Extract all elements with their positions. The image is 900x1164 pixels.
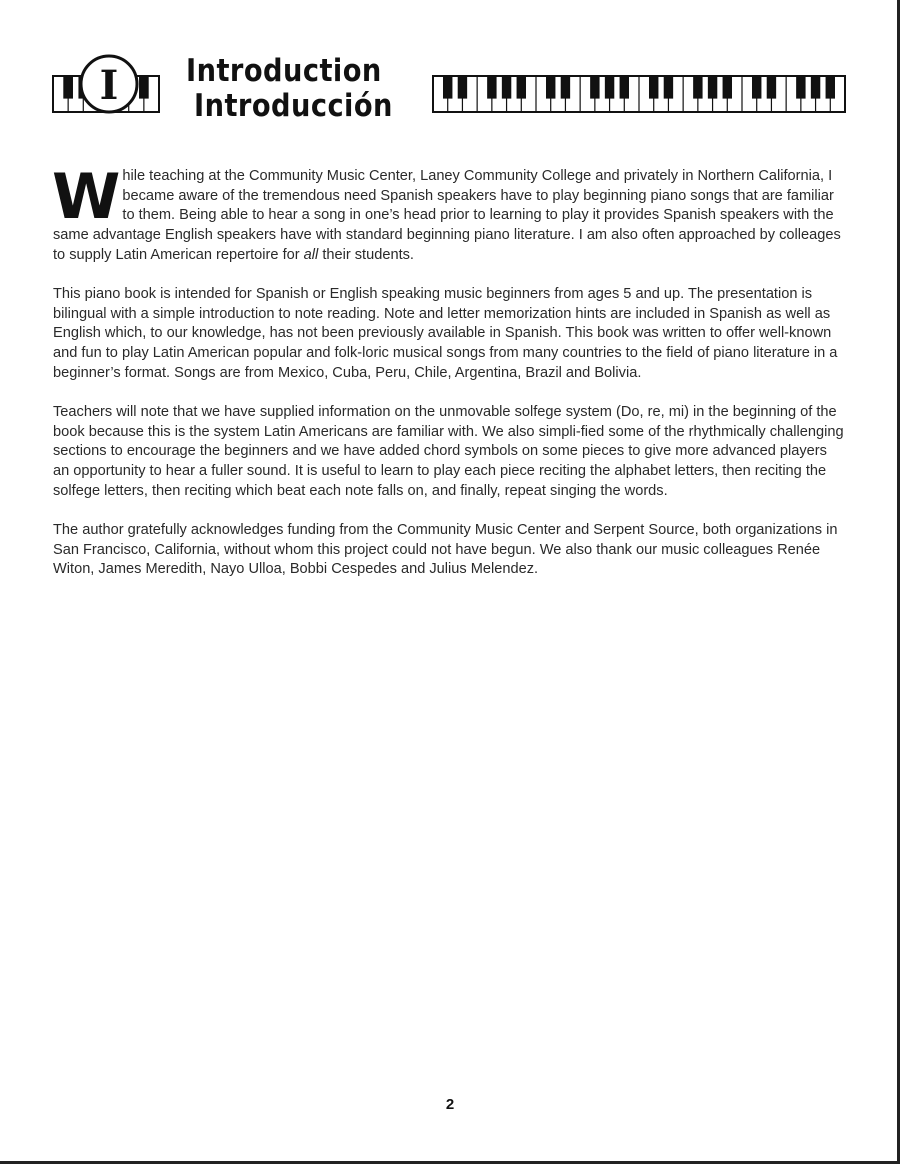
black-key <box>605 76 613 98</box>
emphasis-all: all <box>303 246 319 263</box>
chapter-numeral: I <box>99 62 119 109</box>
black-key <box>767 76 775 98</box>
page-number: 2 <box>445 1096 455 1113</box>
black-key <box>591 76 599 98</box>
keyboard-right-decoration <box>432 75 846 113</box>
page-title-english: Introduction <box>186 53 382 89</box>
paragraph-1-text: hile teaching at the Community Music Center, Laney Community College and privately in Northern California, I became aware of the tremendous need Spanish speakers have to play beginning piano songs that are familiar to them. Being able to hear a song in one’s head prior to learning to play it provides Spanish speakers with the same advantage English speakers have with standard beginning piano literature. I am also often approached by colleages to supply Latin American repertoire for <box>53 168 841 263</box>
black-key <box>547 76 555 98</box>
black-key <box>517 76 525 98</box>
black-key <box>64 76 72 98</box>
page-title-spanish: Introducción <box>194 88 393 124</box>
paragraph-4: The author gratefully acknowledges funding from the Community Music Center and Serpent Source, both organizations in San Francisco, California, without whom this project could not have begun. We also thank our music colleagues Renée Witon, James Meredith, Nayo Ulloa, Bobbi Cespedes and Julius Melendez. <box>53 522 838 578</box>
black-key <box>811 76 819 98</box>
paragraph-3: Teachers will note that we have supplied information on the unmovable solfege system (Do, re, mi) in the beginning of the book because this is the system Latin Americans are familiar with. We also simpli-fied some of the rhythmically challenging sections to encourage the beginners and we have added chord symbols on some pieces to give more advanced players an opportunity to hear a fuller sound. It is useful to learn to play each piece reciting the alphabet letters, then reciting the solfege letters, then reciting which beat each note falls on, and finally, repeat singing the words. <box>53 404 844 499</box>
paragraph-2: This piano book is intended for Spanish or English speaking music beginners from ages 5 and up. The presentation is bilingual with a simple introduction to note reading. Note and letter memorization hints are included in Spanish as well as English which, to our knowledge, has not been previously available in Spanish. This book was written to offer well-known and fun to play Latin American popular and folk-loric musical songs from many countries to the field of piano literature in a beginner’s format. Songs are from Mexico, Cuba, Peru, Chile, Argentina, Brazil and Bolivia. <box>53 286 838 381</box>
black-key <box>708 76 716 98</box>
paragraph-1-end: their students. <box>318 246 414 263</box>
black-key <box>561 76 569 98</box>
black-key <box>797 76 805 98</box>
chapter-titles <box>186 54 420 124</box>
black-key <box>826 76 834 98</box>
paragraph-1 <box>52 160 847 266</box>
black-key <box>723 76 731 98</box>
black-key <box>753 76 761 98</box>
black-key <box>694 76 702 98</box>
drop-cap: W <box>52 160 119 233</box>
black-key <box>664 76 672 98</box>
black-key <box>444 76 452 98</box>
black-key <box>140 76 148 98</box>
introduction-body <box>52 160 847 600</box>
black-key <box>488 76 496 98</box>
black-key <box>620 76 628 98</box>
black-key <box>502 76 510 98</box>
chapter-numeral-badge <box>78 53 140 115</box>
black-key <box>458 76 466 98</box>
black-key <box>650 76 658 98</box>
